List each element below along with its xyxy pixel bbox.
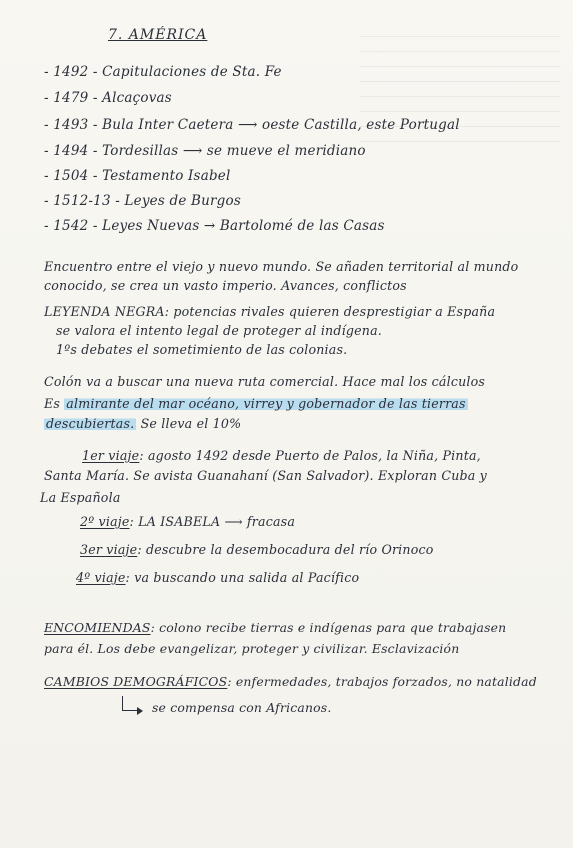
encuentro-line: Encuentro entre el viejo y nuevo mundo. Se añaden territorial al mundo [44,259,519,274]
leyenda-negra-line: se valora el intento legal de proteger al indígena. [56,323,382,338]
timeline-item: - 1512-13 - Leyes de Burgos [44,193,241,209]
viaje-4-label: 4º viaje [76,570,126,585]
leyenda-negra-line: 1ºs debates el sometimiento de las colonias. [56,342,348,357]
cambios-label: CAMBIOS DEMOGRÁFICOS [44,674,228,689]
viaje-1-label: 1er viaje [82,448,140,463]
timeline-item: - 1493 - Bula Inter Caetera ⟶ oeste Castilla, este Portugal [44,117,460,133]
cambios-text: : enfermedades, trabajos forzados, no natalidad [227,674,537,689]
timeline-item: - 1492 - Capitulaciones de Sta. Fe [44,64,282,80]
colon-line [44,396,468,411]
colon-line [44,416,241,431]
viaje-3-line [80,542,434,557]
viaje-1-line: La Española [40,490,121,505]
viaje-3-label: 3er viaje [80,542,138,557]
viaje-4-line [76,570,359,585]
viaje-2-text: : LA ISABELA ⟶ fracasa [129,514,296,529]
viaje-2-line [80,514,295,529]
viaje-1-line: Santa María. Se avista Guanahaní (San Salvador). Exploran Cuba y [44,468,487,483]
encuentro-line: conocido, se crea un vasto imperio. Avances, conflictos [44,278,407,293]
timeline-item: - 1504 - Testamento Isabel [44,168,231,184]
viaje-2-label: 2º viaje [80,514,130,529]
viaje-3-text: : descubre la desembocadura del río Orinoco [137,542,434,557]
cambios-line [44,674,537,689]
encomiendas-label: ENCOMIENDAS [44,620,151,635]
timeline-item: - 1479 - Alcaçovas [44,90,172,106]
page-title: 7. AMÉRICA [108,27,208,43]
timeline-item: - 1494 - Tordesillas ⟶ se mueve el meridiano [44,143,366,159]
encomiendas-text: : colono recibe tierras e indígenas para que trabajasen [150,620,507,635]
highlighted-title: descubiertas. [46,416,135,431]
leyenda-negra-line: LEYENDA NEGRA: potencias rivales quieren desprestigiar a España [44,304,496,319]
return-arrow-icon [122,696,137,711]
timeline-item: - 1542 - Leyes Nuevas → Bartolomé de las Casas [44,218,385,234]
viaje-1-text: : agosto 1492 desde Puerto de Palos, la Niña, Pinta, [139,448,481,463]
colon-text: Es [44,396,61,411]
viaje-4-text: : va buscando una salida al Pacífico [125,570,360,585]
colon-line: Colón va a buscar una nueva ruta comercial. Hace mal los cálculos [44,374,486,389]
colon-text: Se lleva el 10% [140,416,242,431]
encomiendas-line: para él. Los debe evangelizar, proteger y civilizar. Esclavización [44,641,460,656]
cambios-line: se compensa con Africanos. [152,700,332,715]
viaje-1-line [82,448,481,463]
encomiendas-line [44,620,506,635]
highlighted-title: almirante del mar océano, virrey y gobernador de las tierras [66,396,466,411]
